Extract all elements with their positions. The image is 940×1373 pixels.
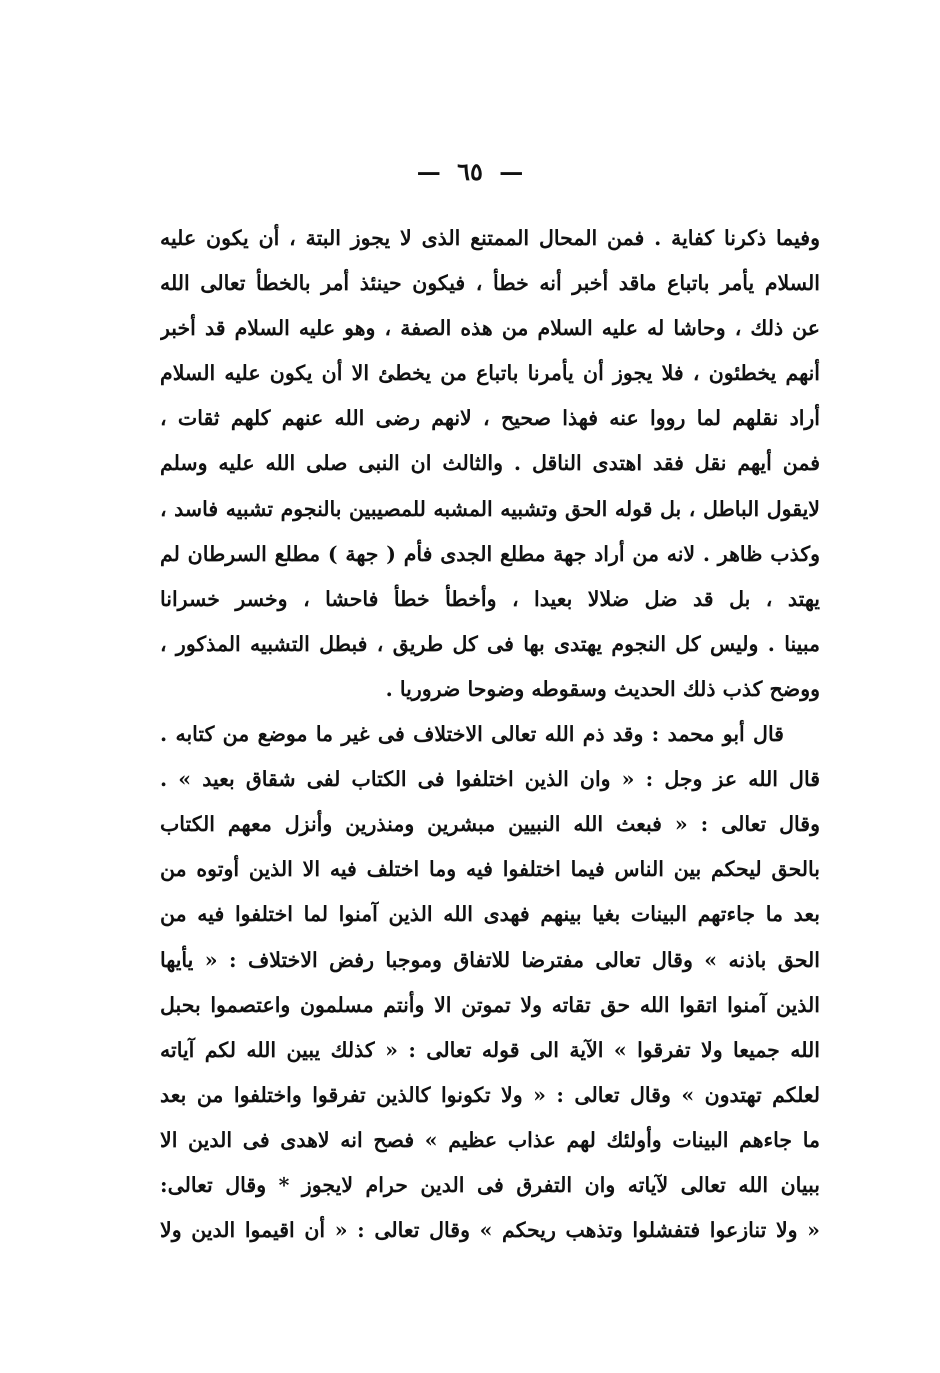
text-line: الذين آمنوا اتقوا الله حق تقاته ولا تموتن الا وأنتم مسلمون واعتصموا بحبل [160,992,820,1017]
text-line: أراد نقلهم لما رووا عنه فهذا صحيح ، لانهم رضى الله عنهم كلهم ثقات ، [160,406,820,431]
text-line: مبينا . وليس كل النجوم يهتدى بها فى كل طريق ، فبطل التشبيه المذكور ، [160,631,820,656]
text-line: الله جميعا ولا تفرقوا » الآية الى قوله تعالى : « كذلك يبين الله لكم آياته [160,1037,820,1062]
text-line: بالحق ليحكم بين الناس فيما اختلفوا فيه وما اختلف فيه الا الذين أوتوه من [160,857,820,882]
text-line: ما جاءهم البينات وأولئك لهم عذاب عظيم » فصح انه لاهدى فى الدين الا [160,1127,820,1152]
text-line: لعلكم تهتدون » وقال تعالى : « ولا تكونوا كالذين تفرقوا واختلفوا من بعد [160,1082,820,1107]
text-line: قال الله عز وجل : « وان الذين اختلفوا فى الكتاب لفى شقاق بعيد » . [160,767,820,792]
text-line: « ولا تنازعوا فتفشلوا وتذهب ريحكم » وقال تعالى : « أن اقيموا الدين ولا [160,1218,820,1243]
text-line: الحق باذنه » وقال تعالى مفترضا للاتفاق وموجبا رفض الاختلاف : « يأيها [160,947,820,972]
text-line: عن ذلك ، وحاشا له عليه السلام من هذه الصفة ، وهو عليه السلام قد أخبر [160,316,820,341]
page-number-dash-right: — [499,157,524,186]
page-number-value: ٦٥ [457,157,483,186]
text-line: ووضح كذب ذلك الحديث وسقوطه وضوحا ضروريا . [385,676,820,701]
text-line: يهتد ، بل قد ضل ضلالا بعيدا ، وأخطأ خطأ فاحشا ، وخسر خسرانا [160,586,820,611]
page-number-dash-left: — [416,157,441,186]
text-line: قال أبو محمد : وقد ذم الله تعالى الاختلاف فى غير ما موضع من كتابه . [160,722,784,747]
text-line: وكذب ظاهر . لانه من أراد جهة مطلع الجدى فأم ( جهة ) مطلع السرطان لم [160,541,820,566]
text-line: وفيما ذكرنا كفاية . فمن المحال الممتنع الذى لا يجوز البتة ، أن يكون عليه [160,226,820,250]
text-line: فمن أيهم نقل فقد اهتدى الناقل . والثالث ان النبى صلى الله عليه وسلم [160,451,820,476]
text-line: أنهم يخطئون ، فلا يجوز أن يأمرنا باتباع من يخطئ الا أن يكون عليه السلام [160,361,820,386]
text-line: ببيان الله تعالى لآياته وان التفرق فى الدين حرام لايجوز * وقال تعالى: [160,1172,820,1197]
text-line: وقال تعالى : « فبعث الله النبيين مبشرين ومنذرين وأنزل معهم الكتاب [160,812,820,837]
body-text [160,216,820,1253]
text-line: السلام يأمر باتباع ماقد أخبر أنه خطأ ، فيكون حينئذ أمر بالخطأ تعالى الله [160,271,820,296]
text-line: لايقول الباطل ، بل قوله الحق وتشبيه المشبه للمصيبين بالنجوم تشبيه فاسد ، [160,496,820,521]
page-number [0,156,940,188]
text-line: بعد ما جاءتهم البينات بغيا بينهم فهدى الله الذين آمنوا لما اختلفوا فيه من [160,902,820,927]
